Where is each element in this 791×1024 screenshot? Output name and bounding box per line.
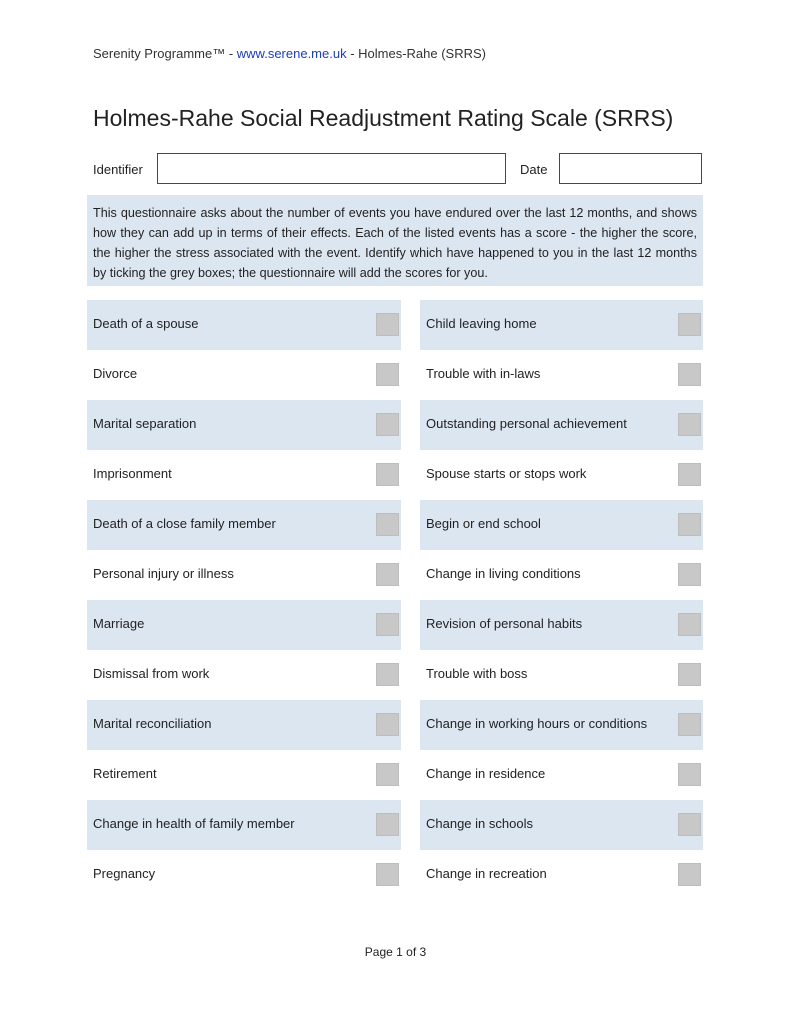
event-row <box>87 300 401 350</box>
event-checkbox[interactable] <box>376 413 399 436</box>
date-label: Date <box>520 162 548 177</box>
event-checkbox[interactable] <box>678 513 701 536</box>
event-checkbox[interactable] <box>678 813 701 836</box>
event-label: Marital separation <box>93 416 197 431</box>
event-checkbox[interactable] <box>678 863 701 886</box>
event-label: Spouse starts or stops work <box>426 466 587 481</box>
event-label: Imprisonment <box>93 466 172 481</box>
event-label: Begin or end school <box>426 516 541 531</box>
event-checkbox[interactable] <box>678 613 701 636</box>
event-row <box>87 450 401 500</box>
event-label: Pregnancy <box>93 866 156 881</box>
event-row <box>87 600 401 650</box>
event-row <box>87 700 401 750</box>
event-checkbox[interactable] <box>376 363 399 386</box>
event-row <box>420 750 703 800</box>
event-checkbox[interactable] <box>376 563 399 586</box>
event-label: Change in working hours or conditions <box>426 716 648 731</box>
event-label: Marital reconciliation <box>93 716 212 731</box>
event-row <box>87 350 401 400</box>
event-label: Change in schools <box>426 816 533 831</box>
event-label: Death of a spouse <box>93 316 199 331</box>
page-number: Page 1 of 3 <box>364 945 427 959</box>
event-checkbox[interactable] <box>678 313 701 336</box>
event-checkbox[interactable] <box>376 813 399 836</box>
event-row <box>420 600 703 650</box>
event-row <box>420 350 703 400</box>
event-row <box>420 850 703 900</box>
event-label: Trouble with boss <box>426 666 528 681</box>
header-prefix: Serenity Programme™ - <box>93 46 237 61</box>
event-row <box>87 650 401 700</box>
event-label: Change in residence <box>426 766 546 781</box>
event-row <box>420 650 703 700</box>
website-link[interactable]: www.serene.me.uk <box>236 46 347 61</box>
event-row <box>87 750 401 800</box>
event-checkbox[interactable] <box>376 313 399 336</box>
event-label: Child leaving home <box>426 316 537 331</box>
event-row <box>87 550 401 600</box>
event-row <box>420 500 703 550</box>
event-row <box>420 450 703 500</box>
event-label: Change in health of family member <box>93 816 295 831</box>
event-label: Change in living conditions <box>426 566 581 581</box>
event-checkbox[interactable] <box>376 763 399 786</box>
event-label: Divorce <box>93 366 138 381</box>
event-checkbox[interactable] <box>376 463 399 486</box>
event-row <box>87 850 401 900</box>
event-label: Trouble with in-laws <box>426 366 541 381</box>
event-checkbox[interactable] <box>678 463 701 486</box>
event-label: Dismissal from work <box>93 666 210 681</box>
event-checkbox[interactable] <box>678 563 701 586</box>
event-row <box>87 500 401 550</box>
event-checkbox[interactable] <box>376 663 399 686</box>
event-row <box>420 300 703 350</box>
header-suffix: - Holmes-Rahe (SRRS) <box>346 46 487 61</box>
event-label: Revision of personal habits <box>426 616 583 631</box>
event-row <box>87 400 401 450</box>
identifier-label: Identifier <box>93 162 143 177</box>
event-checkbox[interactable] <box>678 663 701 686</box>
event-row <box>420 800 703 850</box>
event-label: Retirement <box>93 766 157 781</box>
event-row <box>420 400 703 450</box>
date-field[interactable] <box>559 153 702 184</box>
event-checkbox[interactable] <box>678 763 701 786</box>
page-header <box>93 46 486 61</box>
page-title: Holmes-Rahe Social Readjustment Rating Scale (SRRS) <box>93 105 674 131</box>
event-label: Death of a close family member <box>93 516 276 531</box>
event-row <box>420 550 703 600</box>
event-checkbox[interactable] <box>678 413 701 436</box>
event-checkbox[interactable] <box>376 513 399 536</box>
event-checkbox[interactable] <box>678 713 701 736</box>
event-checkbox[interactable] <box>376 713 399 736</box>
event-checkbox[interactable] <box>376 613 399 636</box>
event-label: Change in recreation <box>426 866 547 881</box>
event-label: Personal injury or illness <box>93 566 234 581</box>
event-checkbox[interactable] <box>678 363 701 386</box>
identifier-field[interactable] <box>157 153 506 184</box>
event-checkbox[interactable] <box>376 863 399 886</box>
event-row <box>87 800 401 850</box>
intro-text: This questionnaire asks about the number of events you have endured over the last 12 months, and shows how they can add up in terms of their effects. Each of the listed events has a score - the higher the score, the higher the stress associated with the event. Identify which have happened to you in the last 12 months by ticking the grey boxes; the questionnaire will add the scores for you. <box>87 195 703 286</box>
event-label: Outstanding personal achievement <box>426 416 627 431</box>
event-row <box>420 700 703 750</box>
event-label: Marriage <box>93 616 145 631</box>
